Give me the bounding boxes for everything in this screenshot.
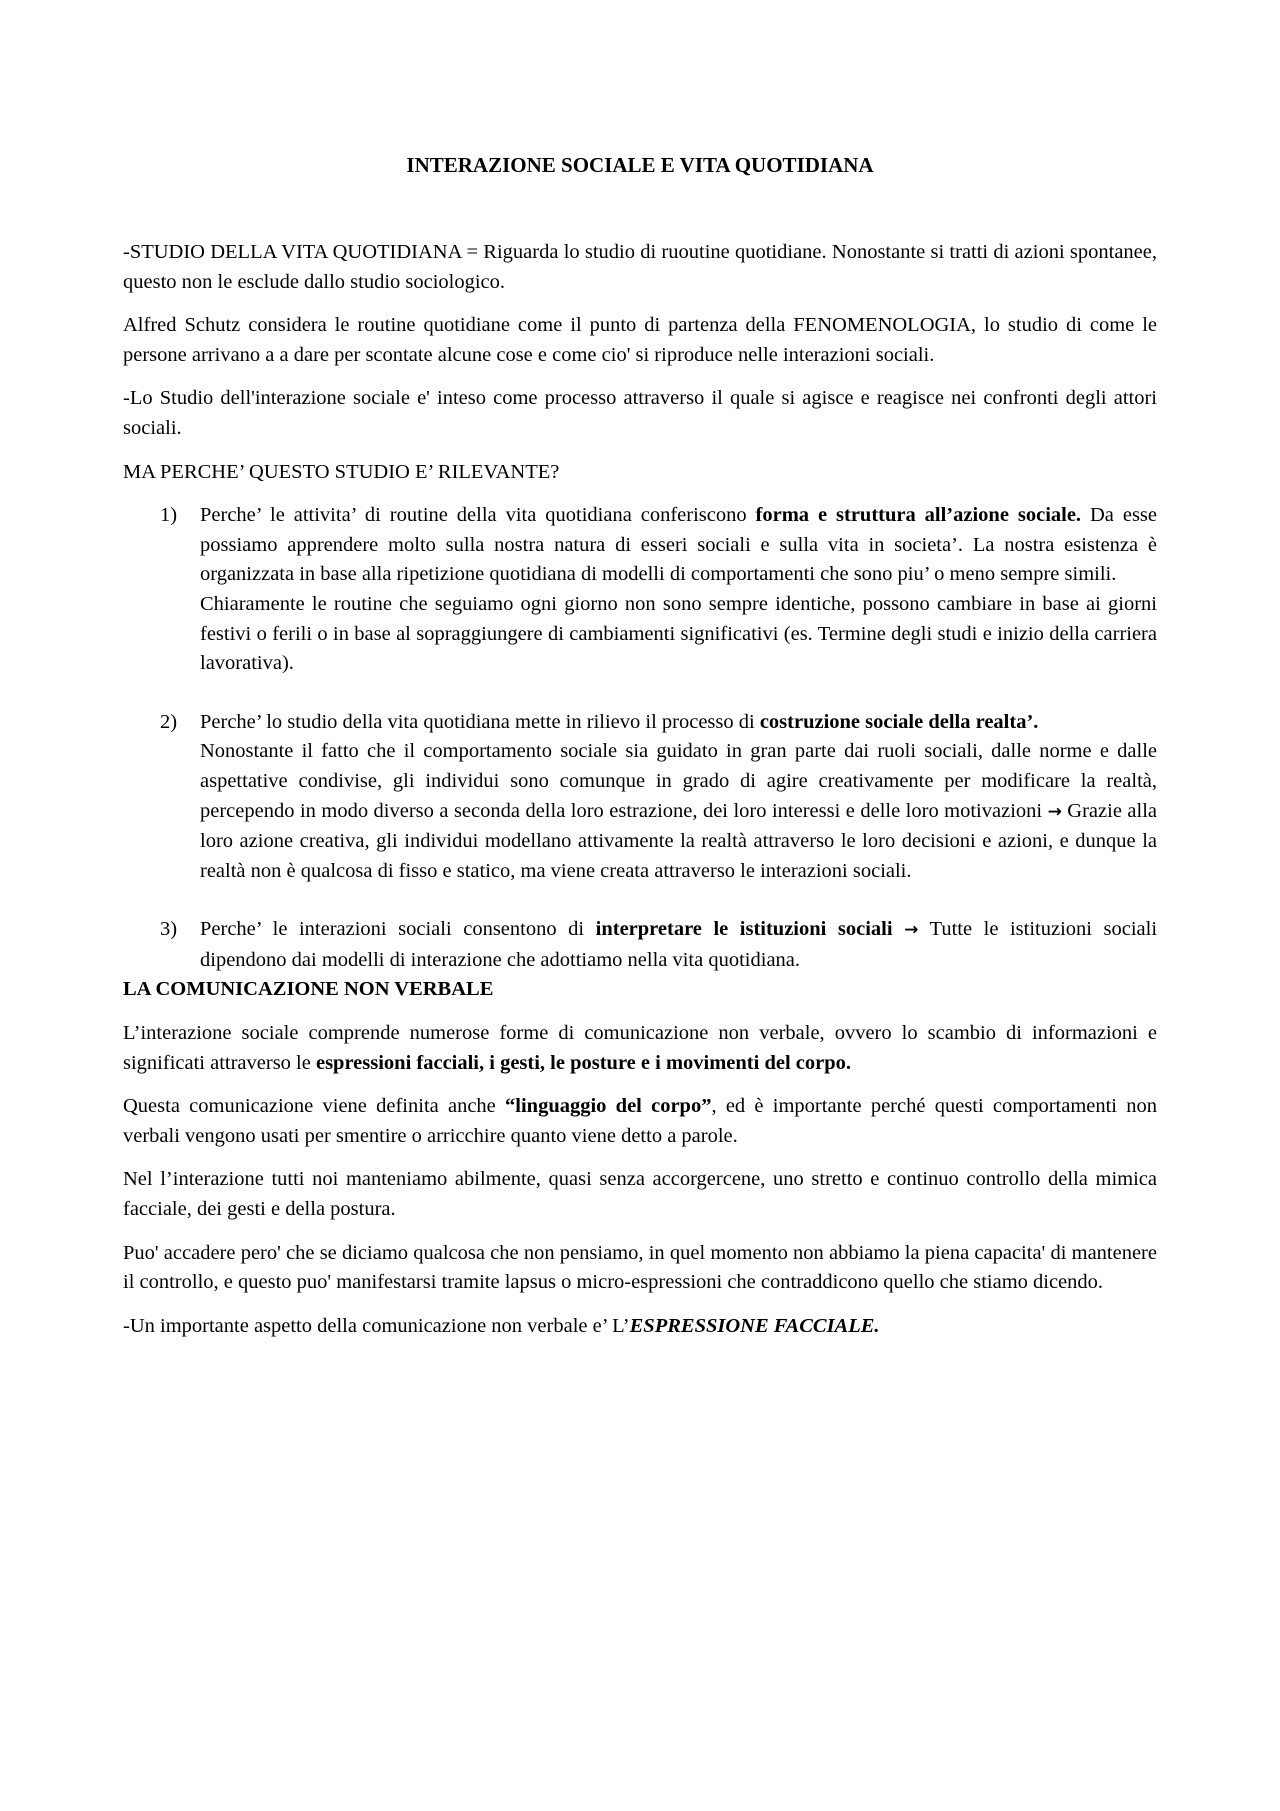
list-item — [123, 915, 1157, 975]
list-item-extra: Chiaramente le routine che seguiamo ogni giorno non sono sempre identiche, possono cambiare in base ai giorni festivi o ferili o in base al sopraggiungere di cambiamenti significativi (es. Termine degli studi e inizio della carriera lavorativa). — [200, 592, 1157, 675]
paragraph-bold: espressioni facciali, i gesti, le posture e i movimenti del corpo. — [315, 1051, 851, 1074]
nonverbal-paragraph-4: Puo' accadere pero' che se diciamo qualcosa che non pensiamo, in quel momento non abbiamo la piena capacita' di mantenere il controllo, e questo puo' manifestarsi tramite lapsus o micro-espressioni che contraddicono quello che stiamo dicendo. — [123, 1241, 1157, 1294]
list-item-text: Grazie alla loro azione creativa, gli individui modellano attivamente la realtà attraverso le loro decisioni e azioni, e dunque la realtà non è qualcosa di fisso e statico, ma viene creata attraverso le interazioni sociali. — [200, 799, 1157, 882]
list-item-text: Nonostante il fatto che il comportamento sociale sia guidato in gran parte dai ruoli sociali, dalle norme e dalle aspettative condivise, gli individui sono comunque in grado di agire creativamente per modificare la realtà, percependo in modo diverso a seconda della loro estrazione, dei loro interessi e delle loro motivazioni — [200, 740, 1157, 822]
nonverbal-heading: LA COMUNICAZIONE NON VERBALE — [123, 978, 494, 1001]
relevance-list — [123, 501, 1157, 975]
list-item-bold: costruzione sociale della realta’. — [759, 710, 1039, 733]
relevance-heading: MA PERCHE’ QUESTO STUDIO E’ RILEVANTE? — [123, 460, 560, 483]
list-item — [123, 708, 1157, 887]
list-item-number: 3) — [160, 918, 178, 941]
list-item-extra — [200, 737, 1157, 886]
paragraph-bold-italic: ESPRESSIONE FACCIALE. — [629, 1314, 880, 1337]
paragraph-bold: “linguaggio del corpo” — [505, 1095, 712, 1118]
nonverbal-paragraph-3: Nel l’interazione tutti noi manteniamo abilmente, quasi senza accorgercene, uno stretto e continuo controllo della mimica facciale, dei gesti e della postura. — [123, 1168, 1157, 1221]
list-item-text: Tutte le istituzioni sociali dipendono dai modelli di interazione che adottiamo nella vita quotidiana. — [200, 918, 1158, 971]
intro-paragraph-3: -Lo Studio dell'interazione sociale e' inteso come processo attraverso il quale si agisce e reagisce nei confronti degli attori sociali. — [123, 387, 1157, 439]
intro-paragraph-2: Alfred Schutz considera le routine quotidiane come il punto di partenza della FENOMENOLOGIA, lo studio di come le persone arrivano a a dare per scontate alcune cose e come cio' si riproduce nelle interazioni sociali. — [123, 314, 1157, 366]
paragraph-text: L’interazione sociale comprende numerose forme di comunicazione non verbale, ovvero lo scambio di informazioni e significati attraverso le — [123, 1022, 1157, 1074]
nonverbal-paragraph-1 — [123, 1019, 1157, 1078]
list-item-number: 1) — [160, 504, 178, 527]
list-item-number: 2) — [160, 710, 178, 733]
list-item-text: Da esse possiamo apprendere molto sulla nostra natura di esseri sociali e sulla vita in societa’. La nostra esistenza è organizzata in base alla ripetizione quotidiana di modelli di comportamenti che sono piu’ o meno sempre simili. — [200, 504, 1157, 586]
list-item-text: Perche’ lo studio della vita quotidiana mette in rilievo il processo di — [200, 710, 760, 733]
list-item-bold: interpretare le istituzioni sociali — [595, 918, 893, 941]
arrow-right-icon: → — [904, 920, 919, 941]
list-item-bold: forma e struttura all’azione sociale. — [755, 504, 1082, 527]
list-item-text: Perche’ le interazioni sociali consentono di — [200, 918, 596, 941]
paragraph-text: Questa comunicazione viene definita anche — [123, 1095, 506, 1118]
paragraph-text: , ed è importante perché questi comportamenti non verbali vengono usati per smentire o arricchire quanto viene detto a parole. — [123, 1095, 1158, 1147]
nonverbal-paragraph-5 — [123, 1312, 1157, 1342]
document-page — [123, 150, 1157, 1355]
list-item — [123, 501, 1157, 679]
arrow-right-icon: → — [1047, 801, 1062, 822]
list-item-text: Perche’ le attivita’ di routine della vita quotidiana conferiscono — [200, 504, 756, 527]
paragraph-text: -Un importante aspetto della comunicazione non verbale e’ L’ — [123, 1314, 630, 1337]
nonverbal-paragraph-2 — [123, 1092, 1157, 1151]
document-title: INTERAZIONE SOCIALE E VITA QUOTIDIANA — [406, 153, 874, 177]
intro-paragraph-1: -STUDIO DELLA VITA QUOTIDIANA = Riguarda lo studio di ruoutine quotidiane. Nonostante si tratti di azioni spontanee, questo non le esclude dallo studio sociologico. — [123, 241, 1157, 293]
